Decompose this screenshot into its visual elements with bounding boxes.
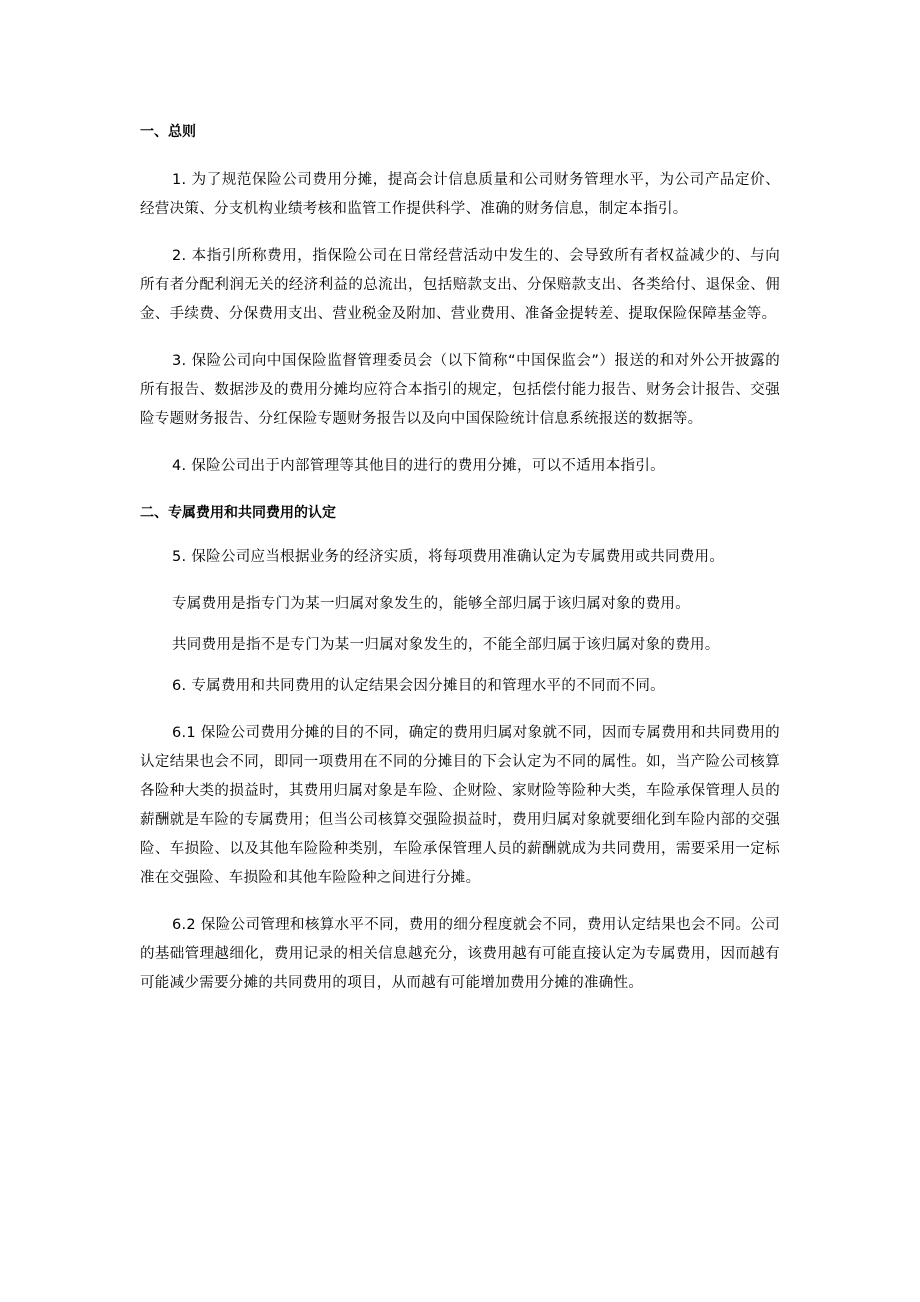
paragraph-3: 3. 保险公司向中国保险监督管理委员会（以下简称“中国保监会”）报送的和对外公开披露的所有报告、数据涉及的费用分摊均应符合本指引的规定，包括偿付能力报告、财务会计报告、交强险专题财务报告、分红保险专题财务报告以及向中国保险统计信息系统报送的数据等。: [140, 353, 780, 427]
paragraph-6-2: 6.2 保险公司管理和核算水平不同，费用的细分程度就会不同，费用认定结果也会不同。公司的基础管理越细化，费用记录的相关信息越充分，该费用越有可能直接认定为专属费用，因而越有可能减少需要分摊的共同费用的项目，从而越有可能增加费用分摊的准确性。: [140, 917, 780, 991]
paragraph-5-dedicated-expense: 专属费用是指专门为某一归属对象发生的，能够全部归属于该归属对象的费用。: [172, 596, 690, 612]
paragraph-2: 2. 本指引所称费用，指保险公司在日常经营活动中发生的、会导致所有者权益减少的、与向所有者分配利润无关的经济利益的总流出，包括赔款支出、分保赔款支出、各类给付、退保金、佣金、手续费、分保费用支出、营业税金及附加、营业费用、准备金提转差、提取保险保障基金等。: [140, 248, 780, 322]
section-heading-general: 一、总则: [140, 124, 196, 140]
paragraph-1: 1. 为了规范保险公司费用分摊，提高会计信息质量和公司财务管理水平，为公司产品定价、经营决策、分支机构业绩考核和监管工作提供科学、准确的财务信息，制定本指引。: [140, 172, 780, 217]
paragraph-6: 6. 专属费用和共同费用的认定结果会因分摊目的和管理水平的不同而不同。: [172, 678, 665, 694]
paragraph-5: 5. 保险公司应当根据业务的经济实质，将每项费用准确认定为专属费用或共同费用。: [172, 549, 725, 565]
section-heading-expense-recognition: 二、专属费用和共同费用的认定: [140, 505, 336, 521]
document-page: [140, 118, 780, 1016]
paragraph-5-common-expense: 共同费用是指不是专门为某一归属对象发生的，不能全部归属于该归属对象的费用。: [172, 637, 720, 653]
paragraph-6-1: 6.1 保险公司费用分摊的目的不同，确定的费用归属对象就不同，因而专属费用和共同费用的认定结果也会不同，即同一项费用在不同的分摊目的下会认定为不同的属性。如，当产险公司核算各险种大类的损益时，其费用归属对象是车险、企财险、家财险等险种大类，车险承保管理人员的薪酬就是车险的专属费用；但当公司核算交强险损益时，费用归属对象就要细化到车险内部的交强险、车损险、以及其他车险险种类别，车险承保管理人员的薪酬就成为共同费用，需要采用一定标准在交强险、车损险和其他车险险种之间进行分摊。: [140, 725, 780, 886]
paragraph-4: 4. 保险公司出于内部管理等其他目的进行的费用分摊，可以不适用本指引。: [172, 458, 665, 474]
